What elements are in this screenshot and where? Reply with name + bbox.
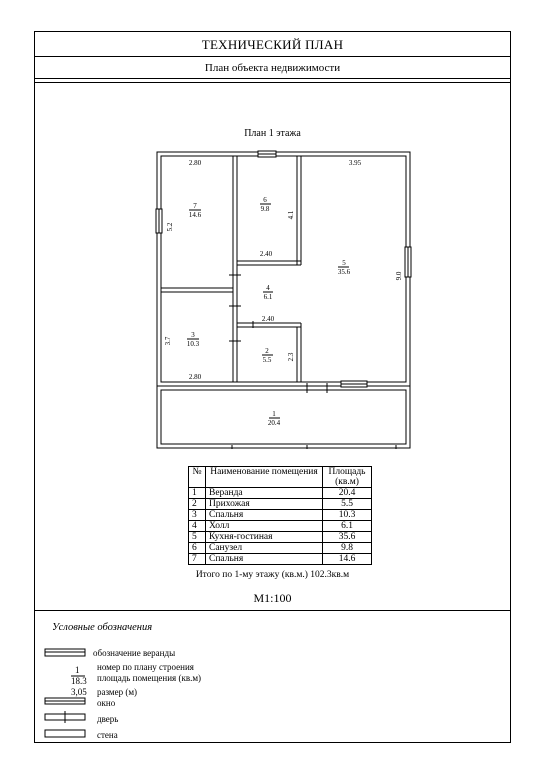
row-num: 6 xyxy=(189,543,206,554)
dim-2-3: 2.3 xyxy=(287,352,295,362)
row-name: Санузел xyxy=(206,543,323,554)
row-area: 14.6 xyxy=(323,554,372,565)
row-area: 5.5 xyxy=(323,499,372,510)
legend-num-sample: 1 xyxy=(75,665,80,675)
legend-veranda: обозначение веранды xyxy=(93,648,176,658)
row-num: 4 xyxy=(189,521,206,532)
document-title: ТЕХНИЧЕСКИЙ ПЛАН xyxy=(35,32,510,57)
room-7-area: 14.6 xyxy=(188,211,202,219)
outer-wall-outer xyxy=(157,152,410,386)
legend-area-sample: 18.3 xyxy=(71,676,87,686)
legend-door: дверь xyxy=(97,714,119,724)
col-num: № xyxy=(189,467,206,488)
dim-9-0: 9.0 xyxy=(395,271,403,281)
table-row xyxy=(189,521,372,532)
legend-wall: стена xyxy=(97,730,118,740)
table-row xyxy=(189,488,372,499)
dim-2-40-top: 2.40 xyxy=(259,250,273,258)
plan-title: План 1 этажа xyxy=(244,128,301,139)
legend-size-sample: 3,05 xyxy=(71,687,87,697)
outer-wall-inner xyxy=(161,156,406,382)
room-1-area: 20.4 xyxy=(267,419,281,427)
dim-2-40-bottom: 2.40 xyxy=(261,315,275,323)
room-6-num: 6 xyxy=(263,196,267,204)
dim-3-7: 3.7 xyxy=(164,336,172,346)
legend-window: окно xyxy=(97,698,116,708)
total-area: Итого по 1-му этажу (кв.м.) 102.3кв.м xyxy=(195,570,350,580)
dim-4-1: 4.1 xyxy=(287,210,295,220)
room-1-num: 1 xyxy=(272,410,276,418)
legend-size-text: размер (м) xyxy=(97,687,138,697)
legend-area-text: площадь помещения (кв.м) xyxy=(97,673,202,683)
room-5-area: 35.6 xyxy=(337,268,351,276)
rooms-table xyxy=(188,466,372,565)
room-7-num: 7 xyxy=(193,202,197,210)
dim-5-2: 5.2 xyxy=(166,222,174,232)
col-name: Наименование помещения xyxy=(206,467,323,488)
table-row xyxy=(189,499,372,510)
row-area: 35.6 xyxy=(323,532,372,543)
row-num: 3 xyxy=(189,510,206,521)
row-name: Холл xyxy=(206,521,323,532)
row-num: 2 xyxy=(189,499,206,510)
row-name: Спальня xyxy=(206,554,323,565)
row-num: 1 xyxy=(189,488,206,499)
table-row xyxy=(189,543,372,554)
table-row xyxy=(189,554,372,565)
room-3-area: 10.3 xyxy=(186,340,200,348)
room-6-area: 9.8 xyxy=(260,205,270,213)
col-area: Площадь (кв.м) xyxy=(323,467,372,488)
dim-3-95: 3.95 xyxy=(348,159,362,167)
row-num: 7 xyxy=(189,554,206,565)
row-name: Кухня-гостиная xyxy=(206,532,323,543)
room-2-area: 5.5 xyxy=(262,356,272,364)
dim-2-80-top: 2.80 xyxy=(188,159,202,167)
wall-symbol xyxy=(45,730,85,737)
row-area: 20.4 xyxy=(323,488,372,499)
room-5-num: 5 xyxy=(342,259,346,267)
veranda-inner xyxy=(161,390,406,444)
room-3-num: 3 xyxy=(191,331,195,339)
row-name: Прихожая xyxy=(206,499,323,510)
table-row xyxy=(189,532,372,543)
row-num: 5 xyxy=(189,532,206,543)
legend-num-text: номер по плану строения xyxy=(97,662,194,672)
row-area: 10.3 xyxy=(323,510,372,521)
floor-plan xyxy=(35,32,512,744)
document-subtitle: План объекта недвижимости xyxy=(35,57,510,79)
room-2-num: 2 xyxy=(265,347,269,355)
legend-separator xyxy=(35,610,510,611)
row-area: 9.8 xyxy=(323,543,372,554)
veranda-outer xyxy=(157,386,410,448)
table-header-row xyxy=(189,467,372,488)
row-name: Веранда xyxy=(206,488,323,499)
scale-label: М1:100 xyxy=(253,591,292,605)
row-area: 6.1 xyxy=(323,521,372,532)
room-4-num: 4 xyxy=(266,284,270,292)
room-4-area: 6.1 xyxy=(263,293,273,301)
legend-title: Условные обозначения xyxy=(52,622,153,633)
dim-2-80-bottom: 2.80 xyxy=(188,373,202,381)
document-frame xyxy=(34,31,511,743)
table-row xyxy=(189,510,372,521)
row-name: Спальня xyxy=(206,510,323,521)
